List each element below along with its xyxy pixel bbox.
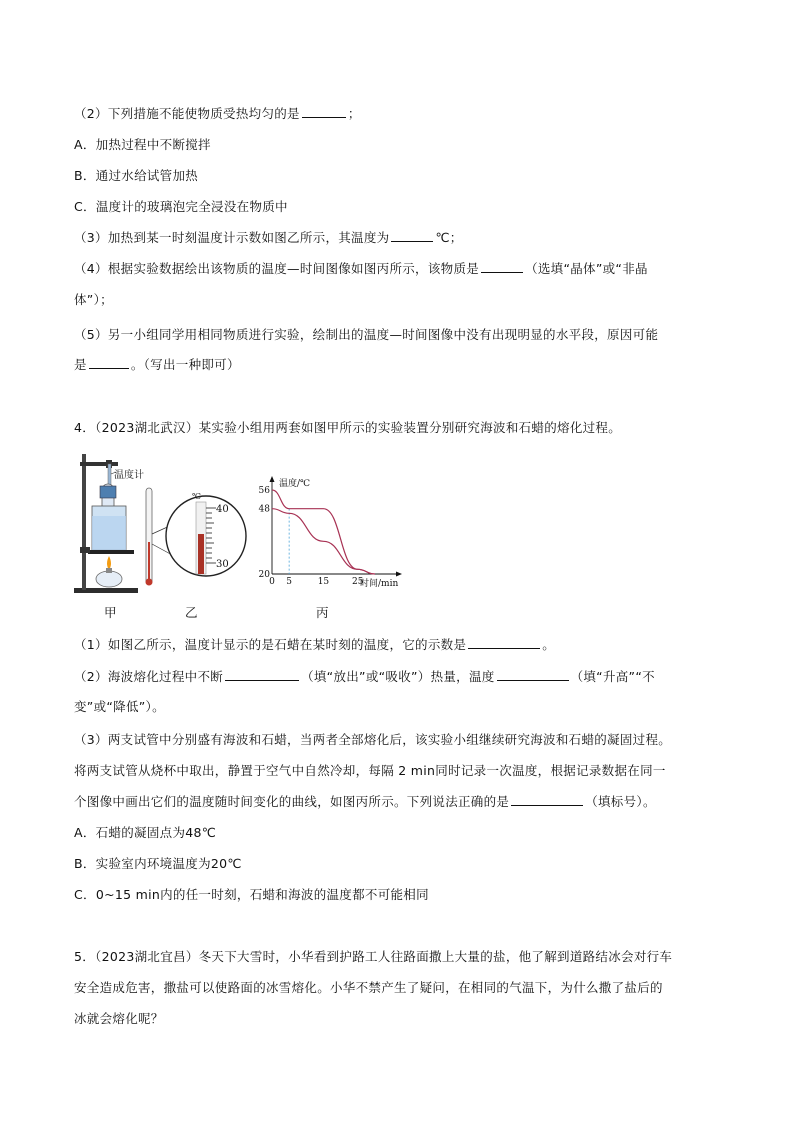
- chart-y-label: 温度/℃: [279, 479, 311, 489]
- scale-30-label: 30: [216, 559, 229, 570]
- q4-part1-text: （1）如图乙所示，温度计显示的是石蜡在某时刻的温度，它的示数是: [74, 637, 467, 652]
- x-tick-label: 5: [286, 577, 293, 587]
- q3-part5-text: 是: [74, 357, 87, 372]
- x-tick-label: 15: [317, 577, 330, 587]
- q3-part3-end: ℃；: [435, 230, 463, 245]
- q4-part1: [74, 635, 555, 653]
- q3-part4-cont: 体”）；: [74, 292, 113, 307]
- q3-part2-end: ；: [347, 106, 361, 121]
- chart-series-line-2: [272, 509, 375, 574]
- q3-part2: [74, 104, 361, 122]
- q3-part3: [74, 228, 463, 246]
- q4-part2-mid: （填“放出”或“吸收”）热量，温度: [301, 669, 495, 684]
- q4-part2-cont: 变”或“降低”）。: [74, 699, 165, 714]
- q4-part2: [74, 667, 655, 685]
- q3-part5-cont: [74, 355, 240, 373]
- x-tick-label: 0: [269, 577, 275, 587]
- q4-stem: 4．（2023湖北武汉）某实验小组用两套如图甲所示的实验装置分别研究海波和石蜡的熔化过程。: [74, 420, 622, 435]
- temperature-chart: [258, 474, 408, 592]
- q3-option-a: A．加热过程中不断搅拌: [74, 137, 211, 152]
- q3-part5: （5）另一小组同学用相同物质进行实验，绘制出的温度—时间图像中没有出现明显的水平段，原因可能: [74, 327, 659, 342]
- scale-unit: ℃: [192, 492, 201, 501]
- q3-part2-text: （2）下列措施不能使物质受热均匀的是: [74, 106, 300, 121]
- caption-bing: 丙: [316, 605, 329, 620]
- scale-40-label: 40: [216, 504, 229, 515]
- chart-y-arrow: [270, 476, 275, 482]
- q3-option-b: B．通过水给试管加热: [74, 168, 199, 183]
- answer-blank[interactable]: [511, 793, 583, 806]
- answer-blank[interactable]: [497, 668, 569, 681]
- q4-part2-text: （2）海波熔化过程中不断: [74, 669, 224, 684]
- thermometer-label: 温度计: [114, 470, 144, 481]
- thermometer-figure: [140, 482, 252, 592]
- q3-part4-end: （选填“晶体”或“非晶: [525, 261, 648, 276]
- q4-part3-line2: 将两支试管从烧杯中取出，静置于空气中自然冷却，每隔 2 min同时记录一次温度，根据记录数据在同一: [74, 763, 666, 778]
- q4-option-c: C．0~15 min内的任一时刻，石蜡和海波的温度都不可能相同: [74, 887, 429, 902]
- caption-jia: 甲: [104, 605, 117, 620]
- x-tick-label: 25: [351, 577, 364, 587]
- q4-part1-end: 。: [542, 637, 556, 652]
- q4-part3-text: 个图像中画出它们的温度随时间变化的曲线，如图丙所示。下列说法正确的是: [74, 794, 510, 809]
- q3-option-c: C．温度计的玻璃泡完全浸没在物质中: [74, 199, 288, 214]
- answer-blank[interactable]: [391, 229, 433, 242]
- q4-part3-line3: [74, 792, 656, 810]
- q3-part4-text: （4）根据实验数据绘出该物质的温度—时间图像如图丙所示，该物质是: [74, 261, 480, 276]
- answer-blank[interactable]: [302, 105, 346, 118]
- answer-blank[interactable]: [225, 668, 299, 681]
- q4-part3-end: （填标号）。: [585, 794, 656, 809]
- answer-blank[interactable]: [481, 260, 523, 273]
- chart-x-arrow: [396, 572, 402, 577]
- chart-x-label: 时间/min: [360, 579, 399, 589]
- answer-blank[interactable]: [89, 356, 129, 369]
- q4-option-a: A．石蜡的凝固点为48℃: [74, 825, 217, 840]
- q4-option-b: B．实验室内环境温度为20℃: [74, 856, 242, 871]
- y-tick-label: 20: [258, 570, 270, 580]
- q5-line3: 冰就会熔化呢？: [74, 1011, 164, 1026]
- q3-part3-text: （3）加热到某一时刻温度计示数如图乙所示，其温度为: [74, 230, 390, 245]
- q4-part3-line1: （3）两支试管中分别盛有海波和石蜡，当两者全部熔化后，该实验小组继续研究海波和石蜡的凝固过程。: [74, 732, 672, 747]
- q3-part5-end: 。（写出一种即可）: [130, 357, 240, 372]
- q3-part4: [74, 259, 648, 277]
- answer-blank[interactable]: [468, 636, 540, 649]
- q5-line1: 5．（2023湖北宜昌）冬天下大雪时，小华看到护路工人往路面撒上大量的盐，他了解到道路结冰会对行车: [74, 949, 673, 964]
- chart-series-line-1: [272, 490, 375, 574]
- y-tick-label: 56: [258, 486, 270, 496]
- q4-part2-end: （填“升高”“不: [570, 669, 655, 684]
- y-tick-label: 48: [258, 504, 270, 515]
- q5-line2: 安全造成危害，撒盐可以使路面的冰雪熔化。小华不禁产生了疑问，在相同的气温下，为什么撒了盐后的: [74, 980, 663, 995]
- caption-yi: 乙: [185, 605, 198, 620]
